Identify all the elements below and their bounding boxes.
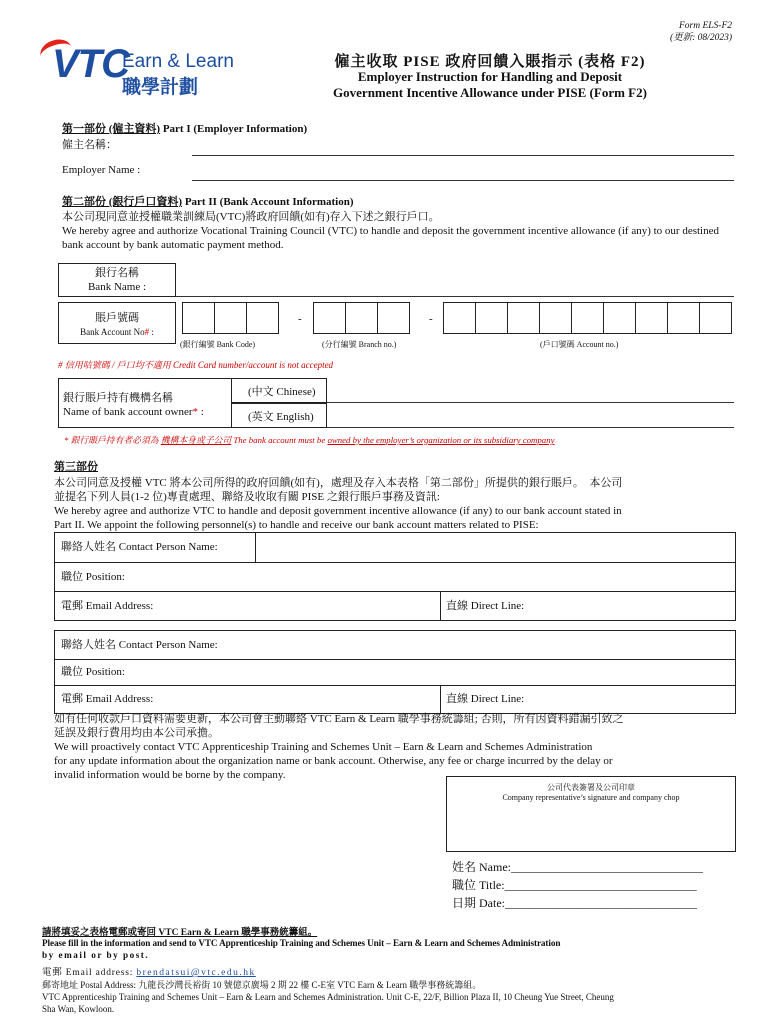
footer-email-row [42,964,256,978]
branch-no-caption: (分行編號 Branch no.) [322,340,397,349]
contact-table-2 [54,630,736,714]
footer-address-en-2: Sha Wan, Kowloon. [42,1004,115,1014]
contact2-email-cell[interactable] [55,686,441,713]
employer-name-zh-field[interactable] [192,155,734,156]
part3-heading: 第三部份 [54,461,98,473]
contact2-position-cell[interactable] [55,660,735,686]
notice-en-3: invalid information would be borne by the company. [54,769,286,781]
part3-text-en-2: Part II. We appoint the following personnel(s) to handle and receive our bank account matters related to PISE: [54,519,539,531]
account-no-digit[interactable] [603,302,636,334]
branch-no-digit[interactable] [313,302,346,334]
contact2-direct-label: 直線 Direct Line: [446,693,525,705]
owner-note-d: owned by the employer’s organization or its subsidiary company [327,435,555,445]
footer-instruction-en-2: by email or by post. [42,950,150,960]
title-chinese: 僱主收取 PISE 政府回饋入賬指示 (表格 F2) [334,54,646,70]
contact1-name-label: 聯絡人姓名 Contact Person Name: [61,541,218,553]
bank-code-digit[interactable] [214,302,247,334]
bank-name-field[interactable] [176,296,734,297]
owner-english-field[interactable] [327,427,734,428]
part3-text-en-1: We hereby agree and authorize VTC to handle and deposit government incentive allowance (if any) to our bank account stated in [54,505,622,517]
part1-heading-zh: 第一部份 (僱主資料) [62,123,161,135]
bank-code-digit[interactable] [182,302,215,334]
signature-name[interactable]: 姓名 Name:________________________________ [452,860,703,874]
notice-en-2: for any update information about the organization name or bank account. Otherwise, any fee or charge incurred by the delay or [54,755,613,767]
title-english [290,69,690,101]
bank-code-caption: (銀行編號 Bank Code) [180,340,256,349]
part2-text-zh: 本公司現同意並授權職業訓練局(VTC)將政府回饋(如有)存入下述之銀行戶口。 [62,211,440,223]
owner-note-c: The bank account must be [231,435,328,445]
chop-label-en: Company representative’s signature and company chop [502,793,680,802]
footer-postal-zh: 郵寄地址 Postal Address: 九龍長沙灣長裕街 10 號億京廣場 2 期 22 樓 C-E室 VTC Earn & Learn 職學事務統籌組。 [42,980,482,990]
contact1-position-label: 職位 Position: [61,571,125,583]
employer-name-label-en: Employer Name : [62,164,141,176]
star-mark: * [192,406,199,418]
dash-2: - [429,313,433,325]
part1-heading [62,120,307,136]
contact1-direct-cell[interactable] [441,592,735,620]
part3-text-zh [54,476,744,504]
notice-en-1: We will proactively contact VTC Apprenticeship Training and Schemes Unit – Earn & Learn and Schemes Administration [54,741,593,753]
contact1-email-cell[interactable] [55,592,441,620]
footer-email-link[interactable]: brendatsui@vtc.edu.hk [136,968,256,978]
owner-chinese-label: (中文 Chinese) [231,378,327,403]
contact2-direct-cell[interactable] [441,686,735,713]
branch-no-digit[interactable] [377,302,410,334]
part3-text-zh-1: 本公司同意及授權 VTC 將本公司所得的政府回饋(如有)，處理及存入本表格「第二部份」所提供的銀行賬戶。 本公司 [54,477,623,489]
account-no-digit[interactable] [507,302,540,334]
contact1-name-cell [55,533,256,563]
branch-no-digit[interactable] [345,302,378,334]
account-no-label [58,302,176,344]
credit-card-note: # 信用咭號碼 / 戶口均不適用 Credit Card number/account is not accepted [58,360,334,370]
contact1-name-field[interactable] [256,533,735,563]
part3-text-en [54,504,744,532]
form-updated: (更新: 08/2023) [669,33,732,43]
signature-title[interactable]: 職位 Title:________________________________ [452,878,697,892]
vtc-logo: VTC [52,42,129,86]
account-no-digit[interactable] [699,302,732,334]
footer-address-en-1: VTC Apprenticeship Training and Schemes Unit – Earn & Learn and Schemes Administration. Unit C-E, 22/F, Billion Plaza II, 10 Cheung Yue Street, Cheung [42,992,614,1002]
account-no-digit[interactable] [571,302,604,334]
contact2-name-label: 聯絡人姓名 Contact Person Name: [61,639,218,651]
part2-heading [62,193,354,209]
owner-label-en: Name of bank account owner [63,406,193,418]
form-code: Form ELS-F2 [678,21,732,31]
part2-text-en: We hereby agree and authorize Vocational Training Council (VTC) to handle and deposit the government incentive allowance (if any) to our destined bank account by bank automatic payment method. [62,225,719,251]
owner-english-label: (英文 English) [231,403,327,428]
chop-label-zh: 公司代表簽署及公司印章 [547,783,635,792]
footer-instruction-en: Please fill in the information and send to VTC Apprenticeship Training and Schemes Unit – Earn & Learn and Schemes Administration [42,938,561,948]
hash-mark: # [144,327,150,337]
logo-earn-learn: Earn & Learn [122,51,234,72]
footer-instruction-zh: 請將填妥之表格電郵或寄回 VTC Earn & Learn 職學事務統籌組。 [42,928,318,938]
account-no-digit[interactable] [667,302,700,334]
footer-email-label: 電郵 Email address: [42,968,137,978]
company-chop-box[interactable] [446,776,736,852]
account-no-caption: (戶口號碼 Account no.) [540,340,619,349]
update-notice [54,712,744,782]
owner-label-en-wrap: Name of bank account owner* : [63,406,204,418]
owner-label [58,378,232,428]
contact-table-1 [54,532,736,621]
owner-note-a: * 銀行賬戶持有者必須為 [64,435,161,445]
bank-name-label [58,263,176,297]
contact2-email-label: 電郵 Email Address: [61,693,154,705]
employer-name-label-zh: 僱主名稱： [62,139,117,151]
owner-note-b: 機構本身或子公司 [160,435,232,445]
account-no-digit[interactable] [539,302,572,334]
bank-code-digit[interactable] [246,302,279,334]
form-number [670,20,732,44]
account-no-digit[interactable] [443,302,476,334]
contact1-email-label: 電郵 Email Address: [61,600,154,612]
account-no-digit[interactable] [475,302,508,334]
contact1-direct-label: 直線 Direct Line: [446,600,525,612]
part1-heading-en: Part I (Employer Information) [160,123,308,135]
title-english-line1: Employer Instruction for Handling and Deposit [357,69,623,84]
notice-zh-2: 延誤及銀行費用均由本公司承擔。 [54,727,219,739]
account-no-label-zh: 賬戶號碼 [95,312,139,324]
employer-name-en-field[interactable] [192,180,734,181]
contact2-position-label: 職位 Position: [61,666,125,678]
part2-heading-zh: 第二部份 (銀行戶口資料) [62,196,183,208]
account-no-label-en: Bank Account No [80,327,145,337]
logo-chinese: 職學計劃 [122,76,199,98]
notice-zh-1: 如有任何收款戶口資料需要更新，本公司會主動聯絡 VTC Earn & Learn 職學事務統籌組; 否則，所有因資料錯漏引致之 [54,713,624,725]
contact2-name-cell[interactable] [55,631,735,660]
part3-text-zh-2: 並提名下列人員(1-2 位)專責處理、聯絡及收取有關 PISE 之銀行賬戶事務及資訊: [54,491,440,503]
account-no-digit[interactable] [635,302,668,334]
owner-label-zh: 銀行賬戶持有機構名稱 [63,392,173,404]
owner-note [64,433,555,446]
dash-1: - [298,313,302,325]
owner-chinese-field[interactable] [327,402,734,403]
contact1-position-cell[interactable] [55,563,735,592]
part2-heading-en: Part II (Bank Account Information) [182,196,354,208]
account-no-label-en-wrap: Bank Account No# : [80,327,154,337]
footer-address-en [42,991,742,1015]
bank-name-label-en: Bank Name : [87,281,147,293]
title-english-line2: Government Incentive Allowance under PISE (Form F2) [333,85,647,100]
signature-date[interactable]: 日期 Date:________________________________ [452,896,697,910]
bank-name-label-zh: 銀行名稱 [95,267,139,279]
